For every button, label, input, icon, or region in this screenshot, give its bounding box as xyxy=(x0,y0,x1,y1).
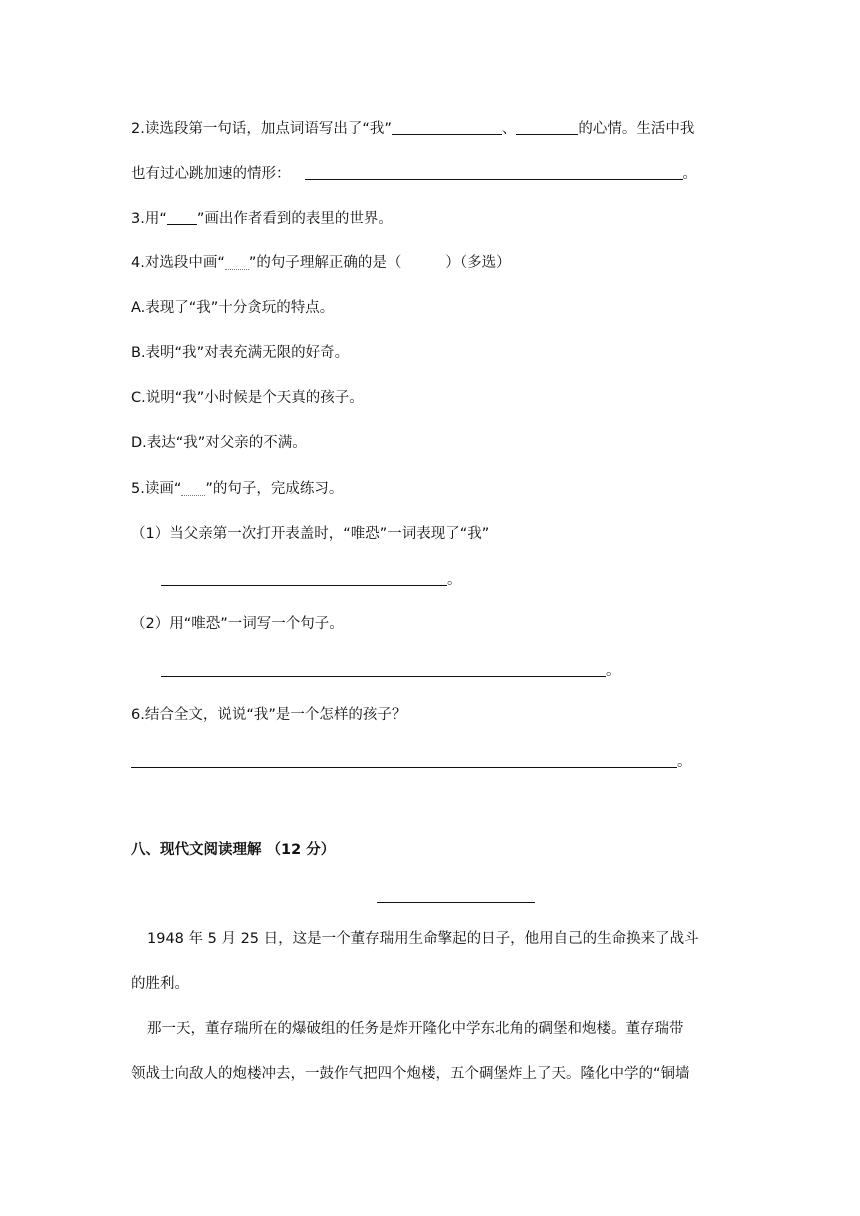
option-c[interactable]: C.说明“我”小时候是个天真的孩子。 xyxy=(131,390,364,406)
question-4 xyxy=(131,253,511,273)
section-8-heading: 八、现代文阅读理解 （12 分） xyxy=(131,842,336,858)
answer-blank[interactable] xyxy=(161,569,447,586)
question-5-sub-2-answer xyxy=(161,660,621,681)
answer-blank[interactable] xyxy=(305,163,683,180)
question-5-sub-2: （2）用“唯恐”一词写一个句子。 xyxy=(131,616,344,632)
question-2-text-end: 的心情。生活中我 xyxy=(578,121,695,137)
option-a[interactable]: A.表现了“我”十分贪玩的特点。 xyxy=(131,300,335,316)
period: 。 xyxy=(606,663,621,679)
question-3-text-start: 3.用“ xyxy=(131,211,167,227)
underline-sample xyxy=(167,208,197,225)
option-d[interactable]: D.表达“我”对父亲的不满。 xyxy=(131,435,307,451)
passage-paragraph-1-line-2: 的胜利。 xyxy=(131,976,189,992)
period: 。 xyxy=(682,166,697,182)
question-2-line-1 xyxy=(131,118,694,139)
period: 。 xyxy=(447,572,462,588)
question-3-text-end: ”画出作者看到的表里的世界。 xyxy=(196,211,393,227)
answer-blank[interactable] xyxy=(392,118,502,135)
passage-paragraph-2-line-2: 领战士向敌人的炮楼冲去，一鼓作气把四个炮楼，五个碉堡炸上了天。隆化中学的“铜墙 xyxy=(131,1066,690,1082)
passage-title-blank[interactable] xyxy=(377,902,535,903)
passage-paragraph-1-line-1: 1948 年 5 月 25 日，这是一个董存瑞用生命擎起的日子，他用自己的生命换来了战斗 xyxy=(147,931,699,947)
question-6: 6.结合全文，说说“我”是一个怎样的孩子？ xyxy=(131,707,407,723)
period: 。 xyxy=(677,754,692,770)
question-5-text-end: ”的句子，完成练习。 xyxy=(205,481,344,497)
question-5 xyxy=(131,479,343,499)
wavy-line-sample xyxy=(225,255,249,270)
option-b[interactable]: B.表明“我”对表充满无限的好奇。 xyxy=(131,345,350,361)
question-5-text-start: 5.读画“ xyxy=(131,481,182,497)
question-5-sub-1-answer xyxy=(161,569,462,590)
question-3 xyxy=(131,208,393,229)
question-4-text-end: ）（多选） xyxy=(445,255,511,271)
question-2-prompt: 也有过心跳加速的情形： xyxy=(131,166,291,182)
passage-paragraph-2-line-1: 那一天，董存瑞所在的爆破组的任务是炸开隆化中学东北角的碉堡和炮楼。董存瑞带 xyxy=(147,1021,684,1037)
answer-blank[interactable] xyxy=(161,660,606,677)
separator: 、 xyxy=(501,121,517,137)
answer-blank[interactable] xyxy=(516,118,578,135)
wavy-line-sample xyxy=(181,481,205,496)
answer-blank[interactable] xyxy=(131,751,677,768)
question-2-text-start: 2.读选段第一句话，加点词语写出了“我” xyxy=(131,121,392,137)
question-4-text-mid: ”的句子理解正确的是（ xyxy=(248,255,402,271)
question-2-line-2 xyxy=(131,163,697,184)
question-6-answer xyxy=(131,751,692,772)
question-5-sub-1: （1）当父亲第一次打开表盖时，“唯恐”一词表现了“我” xyxy=(131,526,490,542)
question-4-text-start: 4.对选段中画“ xyxy=(131,255,225,271)
